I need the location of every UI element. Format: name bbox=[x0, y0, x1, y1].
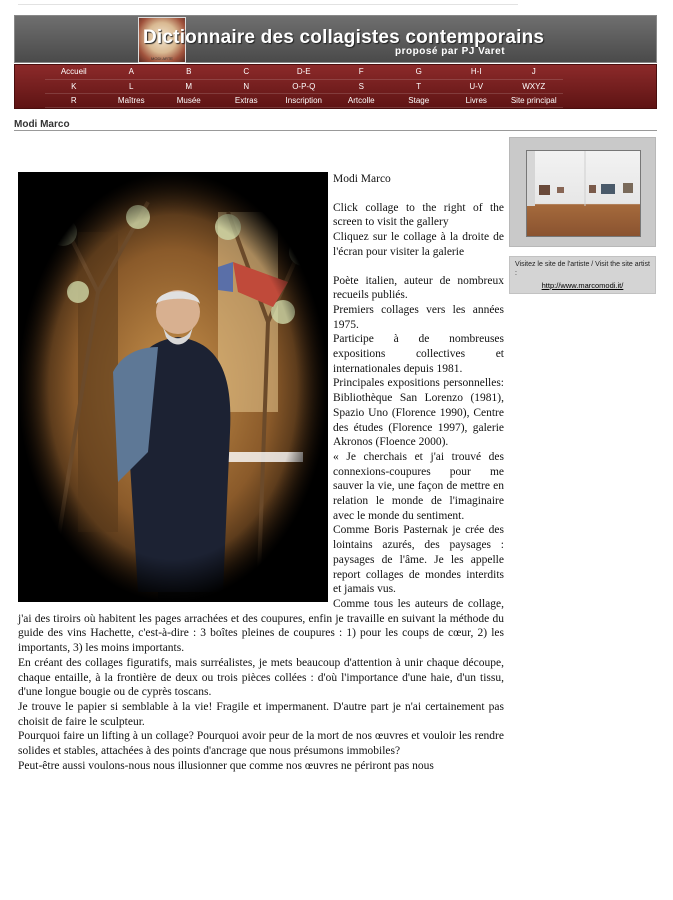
menu-item-k[interactable]: K bbox=[45, 80, 103, 94]
artist-site-link[interactable]: http://www.marcomodi.it/ bbox=[541, 281, 624, 290]
menu-item-m[interactable]: M bbox=[160, 80, 218, 94]
menu-item-r[interactable]: R bbox=[45, 94, 103, 108]
bio-paragraph: « Je cherchais et j'ai trouvé des connexions-coupures pour me sauver la vie, une façon de mettre en relation le monde de l'imaginaire avec le monde du sentiment. bbox=[333, 450, 504, 522]
menu-item-maitres[interactable]: Maîtres bbox=[103, 94, 161, 108]
site-title: Dictionnaire des collagistes contemporains bbox=[143, 27, 545, 48]
menu-item-livres[interactable]: Livres bbox=[448, 94, 506, 108]
bio-paragraph: Participe à de nombreuses expositions collectives et internationales depuis 1981. bbox=[333, 333, 504, 375]
logo-label: MODI ARTE bbox=[151, 56, 173, 61]
site-subtitle: proposé par PJ Varet bbox=[395, 46, 506, 57]
bio-paragraph: Comme Boris Pasternak je crée des lointains azurés, des paysages : paysages de l'âme. Je les appelle report collages de mondes interdits et jamais vus. bbox=[333, 524, 504, 596]
menu-item-s[interactable]: S bbox=[333, 80, 391, 94]
site-banner bbox=[14, 15, 657, 63]
gallery-instruction-fr: Cliquez sur le collage à la droite de l'écran pour visiter la galerie bbox=[333, 231, 504, 258]
menu-item-f[interactable]: F bbox=[333, 65, 391, 80]
bio-paragraph: Poète italien, auteur de nombreux recueils publiés. bbox=[333, 274, 504, 302]
artist-biography bbox=[18, 172, 504, 773]
menu-item-j[interactable]: J bbox=[505, 65, 563, 80]
menu-item-inscription[interactable]: Inscription bbox=[275, 94, 333, 108]
menu-item-artcolle[interactable]: Artcolle bbox=[333, 94, 391, 108]
menu-item-c[interactable]: C bbox=[218, 65, 276, 80]
menu-item-l[interactable]: L bbox=[103, 80, 161, 94]
bio-paragraph: En créant des collages figuratifs, mais surréalistes, je mets beaucoup d'attention à unir chaque découpe, chaque entaille, à la frontière de deux ou trois pièces collées : d'où l'importance d'une haie, d'un tissu, d'une longue bougie ou de cyprès toscans. bbox=[18, 656, 504, 699]
menu-item-b[interactable]: B bbox=[160, 65, 218, 80]
bio-paragraph: Comme tous les auteurs de collage, j'ai des tiroirs où habitent les pages arrachées et des coupures, enfin je travaille en suivant la méthode du guide des vins Hachette, c'est-à-dire : 3 boîtes pleines de coupures : 1) pour les coups de cœur, 2) les importants, 3) les moins importants. bbox=[18, 597, 504, 655]
top-divider bbox=[18, 4, 518, 5]
gallery-room-illustration bbox=[527, 151, 641, 237]
menu-item-stage[interactable]: Stage bbox=[390, 94, 448, 108]
menu-item-a[interactable]: A bbox=[103, 65, 161, 80]
menu-item-h-i[interactable]: H-I bbox=[448, 65, 506, 80]
bio-paragraph: Principales expositions personnelles: Bibliothèque San Lorenzo (1981), Spazio Uno (Florence 1990), Centre des études (Florence 1997), galerie Akronos (Floence 2000). bbox=[333, 377, 504, 449]
menu-item-wxyz[interactable]: WXYZ bbox=[505, 80, 563, 94]
artist-site-box bbox=[509, 256, 656, 294]
artist-name: Modi Marco bbox=[333, 173, 391, 185]
menu-item-musee[interactable]: Musée bbox=[160, 94, 218, 108]
menu-item-accueil[interactable]: Accueil bbox=[45, 65, 103, 80]
menu-item-site-principal[interactable]: Site principal bbox=[505, 94, 563, 108]
menu-item-g[interactable]: G bbox=[390, 65, 448, 80]
gallery-collage-thumbnail[interactable] bbox=[526, 150, 641, 237]
heading-divider bbox=[14, 130, 657, 131]
bio-paragraph: Je trouve le papier si semblable à la vie! Fragile et impermanent. D'autre part je n'ai certainement pas choisit de faire le sculpteur. bbox=[18, 700, 504, 728]
gallery-collage-frame bbox=[509, 137, 656, 247]
menu-item-o-p-q[interactable]: O-P-Q bbox=[275, 80, 333, 94]
page-title: Modi Marco bbox=[14, 119, 70, 130]
bio-paragraph: Premiers collages vers les années 1975. bbox=[333, 303, 504, 331]
gallery-instruction-en: Click collage to the right of the screen to visit the gallery bbox=[333, 201, 504, 229]
menu-item-extras[interactable]: Extras bbox=[218, 94, 276, 108]
bio-paragraph: Pourquoi faire un lifting à un collage? Pourquoi avoir peur de la mort de nos œuvres et vouloir les rendre solides et stables, attachées à des points d'ancrage que nous présumons immobiles? bbox=[18, 730, 504, 758]
menu-item-u-v[interactable]: U-V bbox=[448, 80, 506, 94]
menu-item-d-e[interactable]: D-E bbox=[275, 65, 333, 80]
menu-item-n[interactable]: N bbox=[218, 80, 276, 94]
menu-item-t[interactable]: T bbox=[390, 80, 448, 94]
bio-paragraph: Peut-être aussi voulons-nous nous illusionner que comme nos œuvres ne périront pas nous bbox=[18, 759, 434, 772]
main-menu bbox=[14, 64, 657, 109]
visit-site-label: Visitez le site de l'artiste / Visit the site artist : bbox=[515, 261, 650, 277]
